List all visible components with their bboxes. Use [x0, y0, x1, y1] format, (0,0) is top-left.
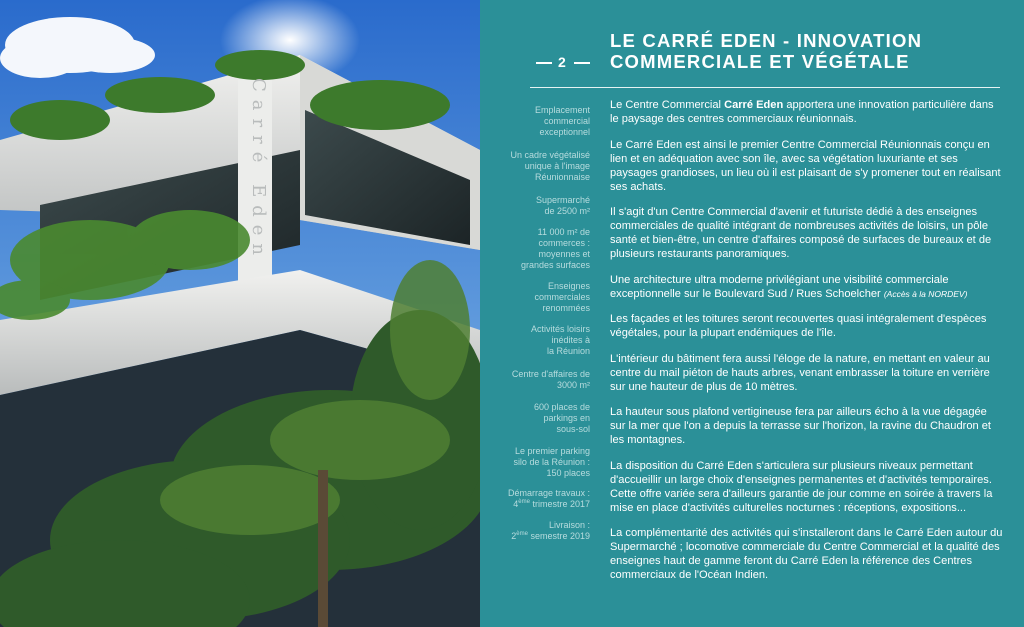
paragraph: La complémentarité des activités qui s'installeront dans le Carré Eden autour du Supermarché ; locomotive commerciale du Centre Commercial et la qualité des enseignes haut de gamme feront du Carré Eden la référence des Centres commerciaux de l'Océan Indien.	[610, 527, 1003, 581]
paragraph: Il s'agit d'un Centre Commercial d'avenir et futuriste dédié à des enseignes commerciales de qualité intégrant de nombreuses activités de loisirs, un pôle santé et bien-être, un centre d'affaires composé de surfaces de bureaux et de plusieurs restaurants panoramiques.	[610, 206, 992, 260]
title-line-1: LE CARRÉ EDEN - INNOVATION	[610, 30, 923, 51]
building-sign: Carré Eden	[248, 78, 269, 263]
paragraph: L'intérieur du bâtiment fera aussi l'éloge de la nature, en mettant en valeur au centre du mail piéton de hauts arbres, venant embrasser la toiture en verrière sur une hauteur de plus de 10 mètres.	[610, 352, 990, 393]
text-panel	[480, 0, 1024, 627]
sidebar-fact: 600 places de parkings en sous-sol	[533, 402, 590, 434]
sidebar-fact: Un cadre végétalisé unique à l'image Réunionnaise	[510, 150, 590, 182]
sidebar-fact: Le premier parking silo de la Réunion : 150 places	[513, 446, 590, 478]
page-number	[530, 54, 596, 70]
sidebar-fact: Livraison : 2ème semestre 2019	[511, 520, 590, 541]
sidebar-fact: 11 000 m² de commerces : moyennes et grandes surfaces	[520, 227, 590, 270]
building-photo	[0, 0, 480, 627]
sidebar-fact: Démarrage travaux : 4ème trimestre 2017	[507, 488, 590, 509]
page-title	[610, 30, 990, 72]
dash-right	[574, 62, 590, 64]
body-text	[610, 98, 1005, 594]
paragraph: La disposition du Carré Eden s'articulera sur plusieurs niveaux permettant d'accueillir un large choix d'enseignes permanentes et d'activités temporaires. Cette offre variée sera d'ailleurs garantie de jour comme en soirée à travers la mise en place d'activités culturelles nocturnes : réceptions, expositions...	[610, 459, 993, 514]
title-line-2: COMMERCIALE ET VÉGÉTALE	[610, 51, 910, 72]
title-divider	[530, 87, 1000, 88]
sidebar-fact: Enseignes commerciales renommées	[534, 281, 590, 313]
paragraph: La hauteur sous plafond vertigineuse fera par ailleurs écho à la vue dégagée sur la mer que l'on a depuis la terrasse sur l'horizon, la ravine du Chaudron et les montagnes.	[610, 406, 992, 446]
sidebar-fact: Emplacement commercial exceptionnel	[534, 105, 590, 137]
sidebar-fact: Supermarché de 2500 m²	[535, 195, 590, 216]
page-number-value: 2	[558, 54, 568, 70]
paragraph: Une architecture ultra moderne privilégiant une visibilité commerciale exceptionnelle sur le Boulevard Sud / Rues Schoelcher (Accès à la NORDEV)	[610, 273, 968, 300]
paragraph: Le Carré Eden est ainsi le premier Centre Commercial Réunionnais conçu en lien et en adéquation avec son île, avec sa végétation luxuriante et ses paysages grandioses, un lieu où il est plaisant de s'y promener tout en réalisant ses achats.	[610, 138, 1001, 193]
paragraph: Le Centre Commercial Carré Eden apportera une innovation particulière dans le paysage des centres commerciaux réunionnais.	[610, 99, 994, 125]
paragraph: Les façades et les toitures seront recouvertes quasi intégralement d'espèces végétales, pour la plupart endémiques de l'île.	[610, 313, 987, 339]
sidebar-fact: Centre d'affaires de 3000 m²	[511, 369, 590, 390]
sidebar-fact: Activités loisirs inédites à la Réunion	[530, 324, 590, 356]
dash-left	[536, 62, 552, 64]
